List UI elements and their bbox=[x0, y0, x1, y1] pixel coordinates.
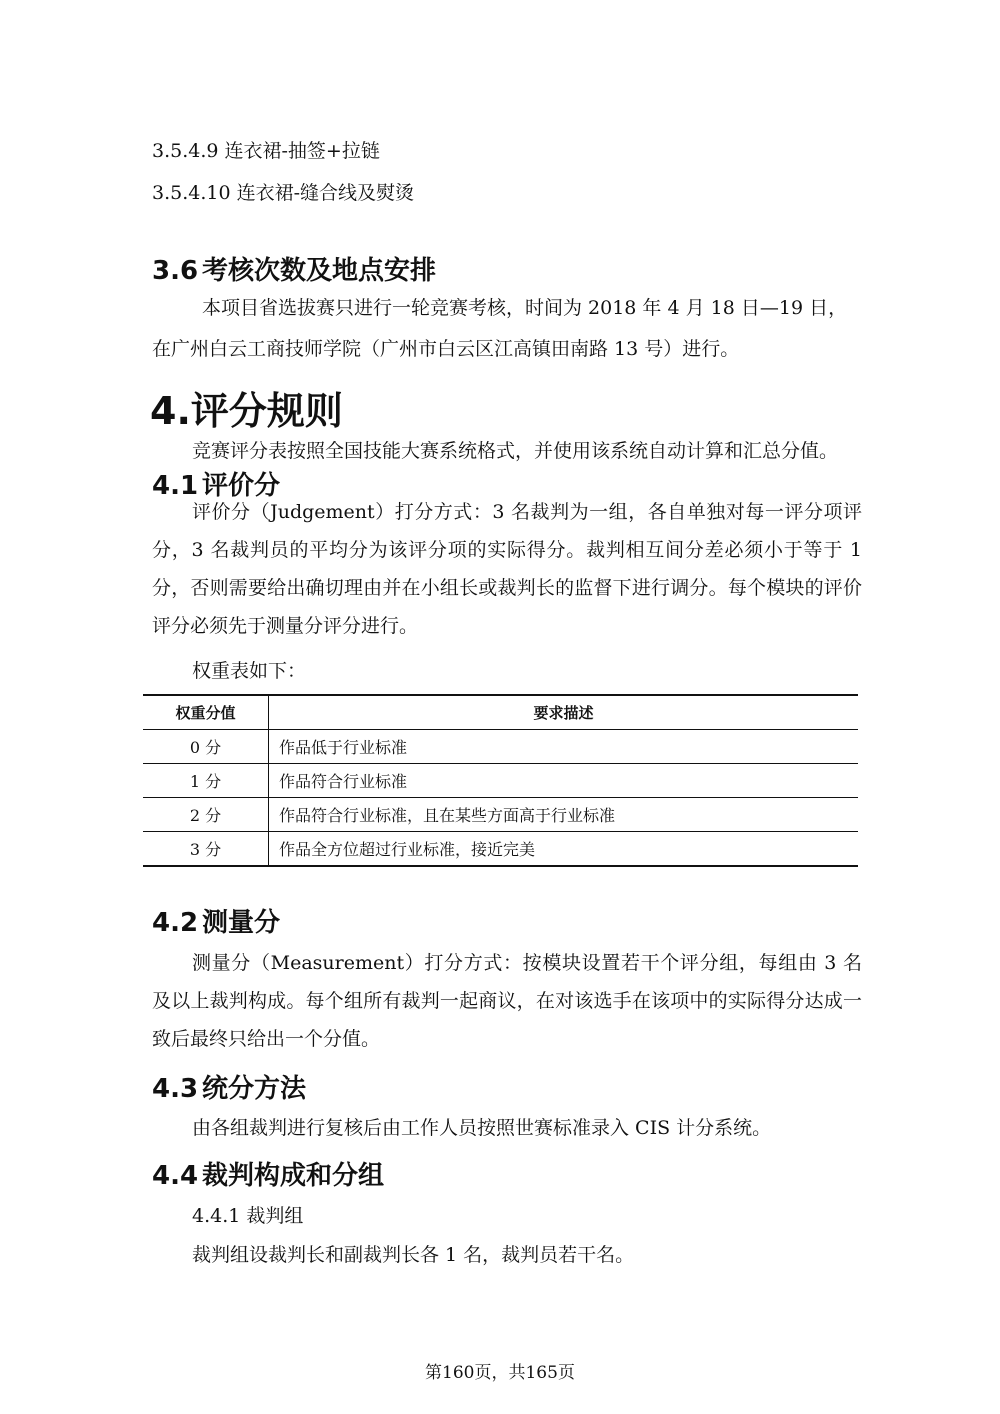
heading-number: 4.1 bbox=[152, 471, 199, 501]
para-4-intro: 竞赛评分表按照全国技能大赛系统格式，并使用该系统自动计算和汇总分值。 bbox=[192, 440, 839, 462]
table-row bbox=[143, 798, 858, 832]
cell-description: 作品符合行业标准，且在某些方面高于行业标准 bbox=[269, 798, 859, 832]
heading-4-2 bbox=[152, 902, 280, 939]
header-description: 要求描述 bbox=[269, 695, 859, 730]
header-weight: 权重分值 bbox=[143, 695, 269, 730]
heading-title: 测量分 bbox=[202, 908, 281, 938]
heading-4: 4.评分规则 bbox=[150, 389, 343, 433]
table-caption: 权重表如下： bbox=[192, 660, 307, 682]
table-header-row bbox=[143, 695, 858, 730]
para-3-6-line2: 在广州白云工商技师学院（广州市白云区江高镇田南路 13 号）进行。 bbox=[152, 338, 740, 360]
cell-description: 作品全方位超过行业标准，接近完美 bbox=[269, 832, 859, 867]
subheading-4-4-1: 4.4.1 裁判组 bbox=[192, 1205, 304, 1227]
table-row bbox=[143, 730, 858, 764]
cell-description: 作品符合行业标准 bbox=[269, 764, 859, 798]
para-3-6-line1: 本项目省选拔赛只进行一轮竞赛考核，时间为 2018 年 4 月 18 日—19 日， bbox=[202, 297, 848, 319]
heading-number: 4.3 bbox=[152, 1074, 199, 1104]
heading-4-3 bbox=[152, 1068, 306, 1105]
heading-title: 评价分 bbox=[202, 471, 281, 501]
heading-number: 4.4 bbox=[152, 1161, 199, 1191]
heading-title: 裁判构成和分组 bbox=[202, 1161, 385, 1191]
page-footer: 第160页，共165页 bbox=[425, 1363, 575, 1383]
heading-3-6 bbox=[152, 250, 436, 287]
heading-title: 统分方法 bbox=[202, 1074, 307, 1104]
cell-weight: 0 分 bbox=[143, 730, 269, 764]
heading-number: 4.2 bbox=[152, 908, 199, 938]
para-4-2: 测量分（Measurement）打分方式：按模块设置若干个评分组，每组由 3 名及以上裁判构成。每个组所有裁判一起商议，在对该选手在该项中的实际得分达成一致后最终只给出一个分值。 bbox=[152, 952, 862, 1050]
heading-number: 3.6 bbox=[152, 256, 199, 286]
weight-table bbox=[143, 694, 858, 867]
para-4-3: 由各组裁判进行复核后由工作人员按照世赛标准录入 CIS 计分系统。 bbox=[192, 1117, 772, 1139]
para-4-4-1: 裁判组设裁判长和副裁判长各 1 名，裁判员若干名。 bbox=[192, 1244, 635, 1266]
cell-weight: 2 分 bbox=[143, 798, 269, 832]
table-row bbox=[143, 832, 858, 867]
cell-description: 作品低于行业标准 bbox=[269, 730, 859, 764]
item-3-5-4-10: 3.5.4.10 连衣裙-缝合线及熨烫 bbox=[152, 182, 415, 204]
cell-weight: 1 分 bbox=[143, 764, 269, 798]
heading-title: 考核次数及地点安排 bbox=[202, 256, 437, 286]
table-row bbox=[143, 764, 858, 798]
heading-4-4 bbox=[152, 1155, 384, 1192]
item-3-5-4-9: 3.5.4.9 连衣裙-抽签+拉链 bbox=[152, 140, 380, 162]
para-4-1: 评价分（Judgement）打分方式：3 名裁判为一组，各自单独对每一评分项评分，3 名裁判员的平均分为该评分项的实际得分。裁判相互间分差必须小于等于 1 分，否则需要给出确切理由并在小组长或裁判长的监督下进行调分。每个模块的评价评分必须先于测量分评分进行。 bbox=[152, 501, 862, 637]
cell-weight: 3 分 bbox=[143, 832, 269, 867]
